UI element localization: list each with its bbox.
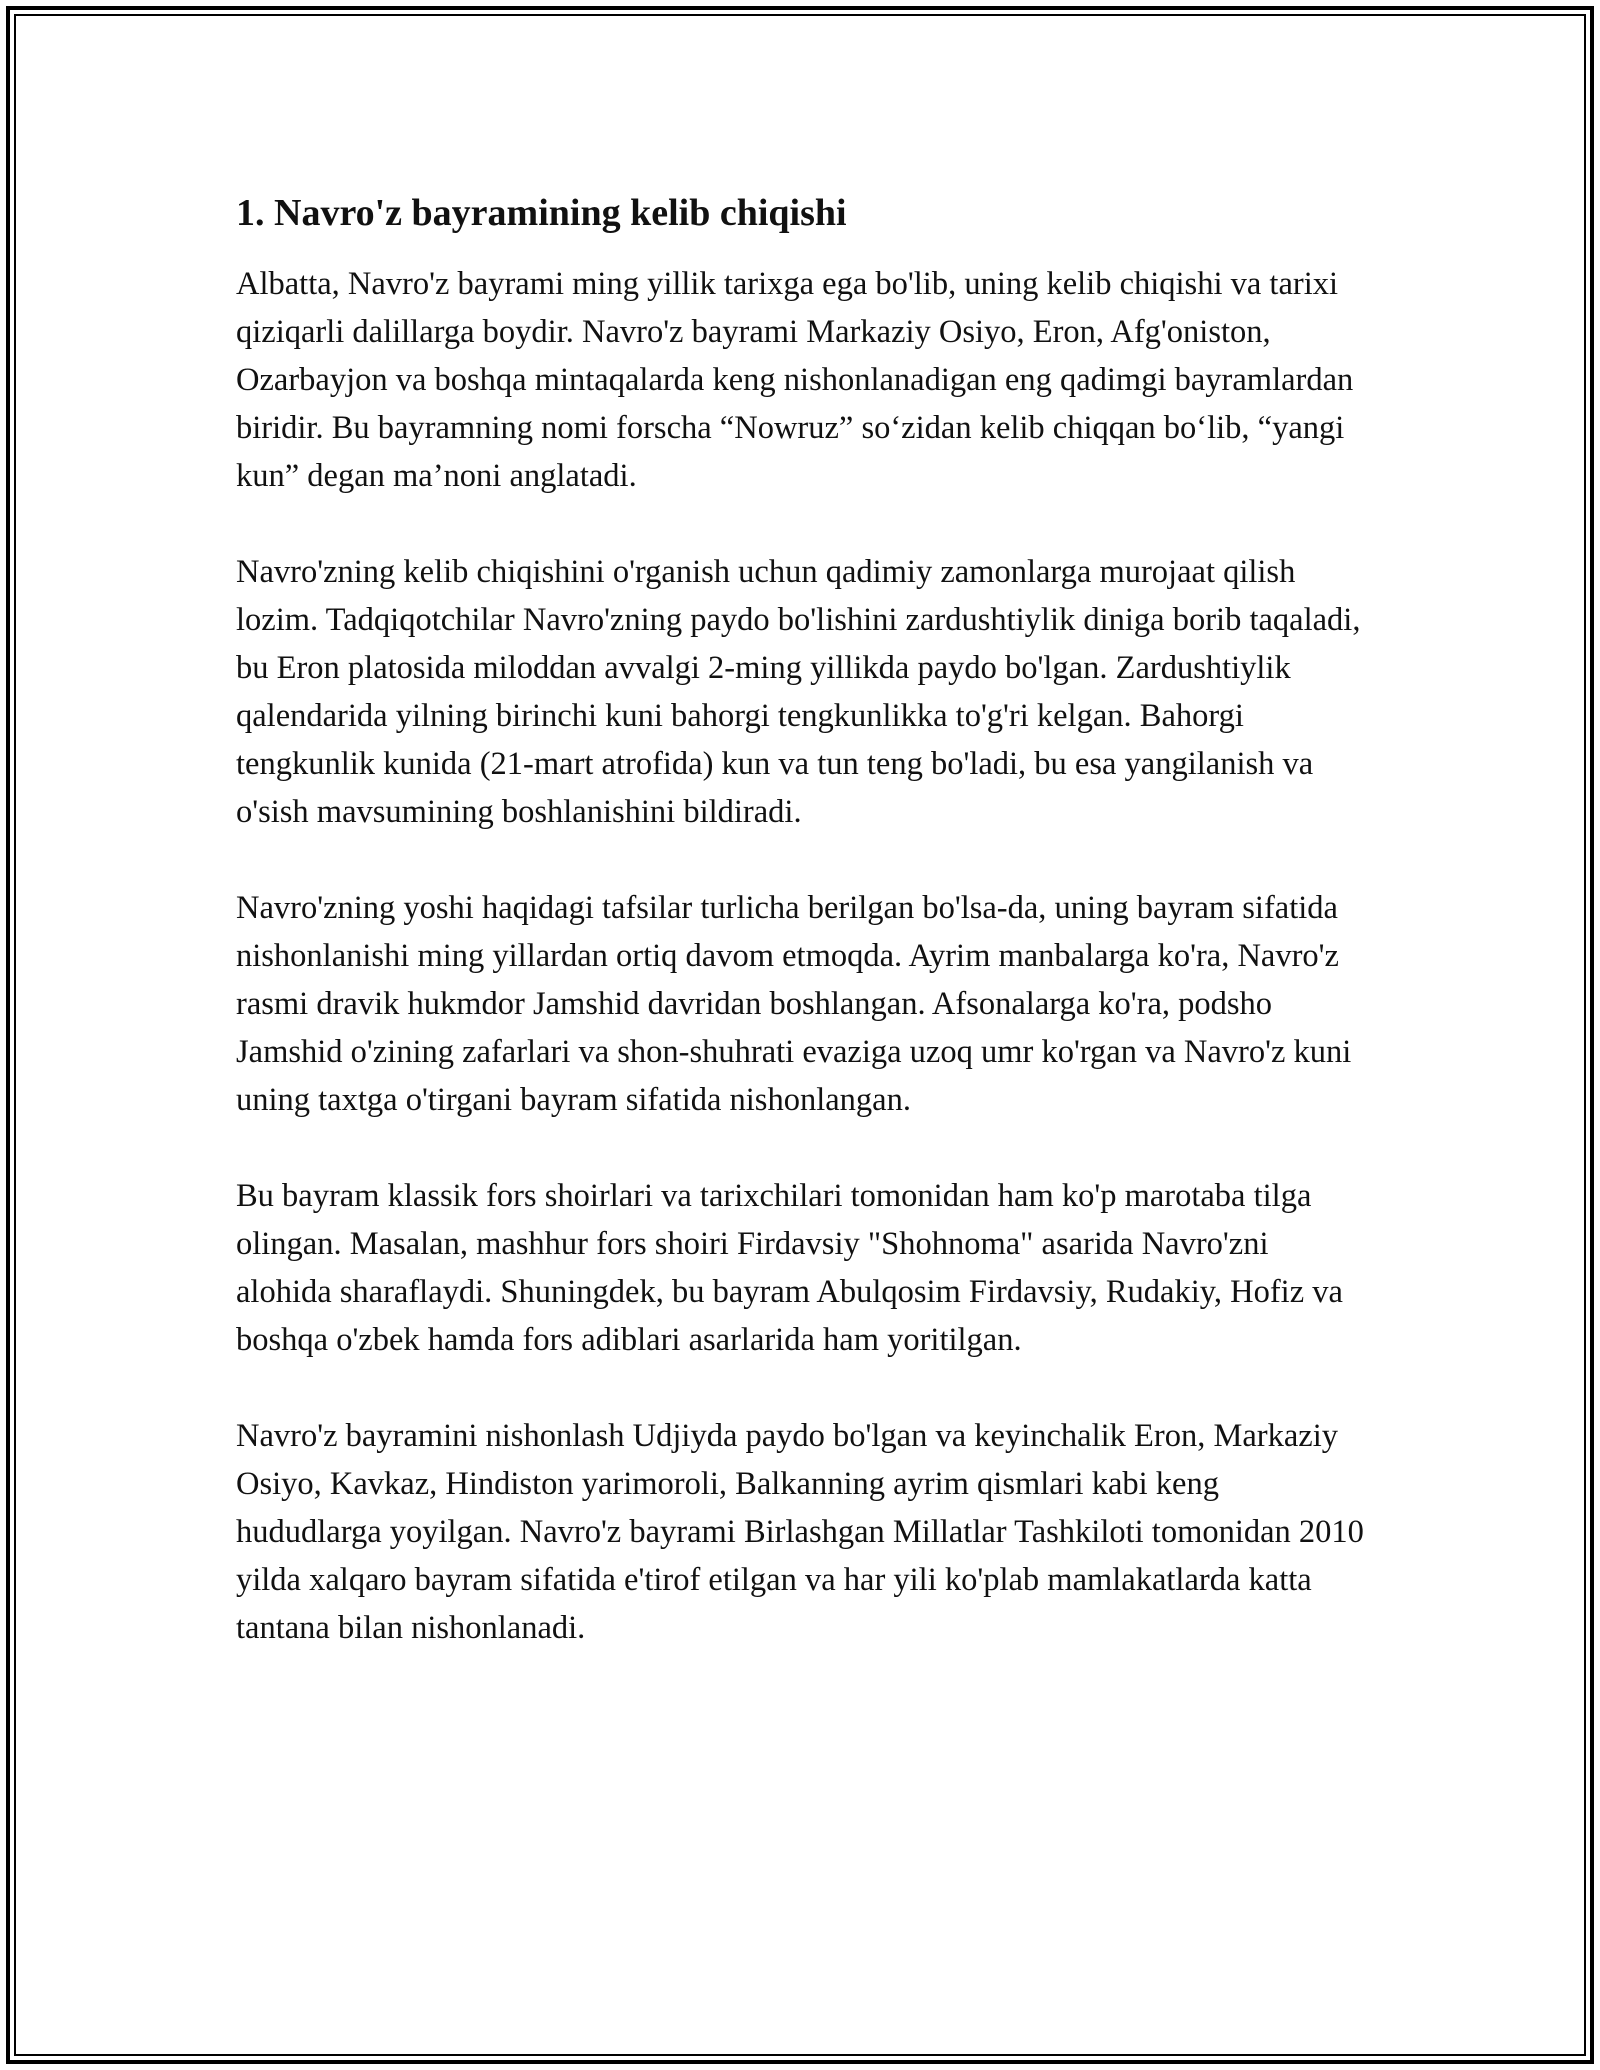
- paragraph-origin-overview: Albatta, Navro'z bayrami ming yillik tarixga ega bo'lib, uning kelib chiqishi va tarixi qiziqarli dalillarga boydir. Navro'z bayrami Markaziy Osiyo, Eron, Afg'oniston, Ozarbayjon va boshqa mintaqalarda keng nishonlanadigan eng qadimgi bayramlardan biridir. Bu bayramning nomi forscha “Nowruz” so‘zidan kelib chiqqan bo‘lib, “yangi kun” degan ma’noni anglatadi.: [236, 266, 1354, 494]
- paragraph-jamshid-legend: Navro'zning yoshi haqidagi tafsilar turlicha berilgan bo'lsa-da, uning bayram sifatida nishonlanishi ming yillardan ortiq davom etmoqda. Ayrim manbalarga ko'ra, Navro'z rasmi dravik hukmdor Jamshid davridan boshlangan. Afsonalarga ko'ra, podsho Jamshid o'zining zafarlari va shon-shuhrati evaziga uzoq umr ko'rgan va Navro'z kuni uning taxtga o'tirgani bayram sifatida nishonlangan.: [236, 890, 1352, 1118]
- document-body: [236, 188, 1366, 1652]
- paragraph-poets-mentions: Bu bayram klassik fors shoirlari va tarixchilari tomonidan ham ko'p marotaba tilga olingan. Masalan, mashhur fors shoiri Firdavsiy "Shohnoma" asarida Navro'zni alohida sharaflaydi. Shuningdek, bu bayram Abulqosim Firdavsiy, Rudakiy, Hofiz va boshqa o'zbek hamda fors adiblari asarlarida ham yoritilgan.: [236, 1178, 1343, 1358]
- paragraph-spread-and-recognition: Navro'z bayramini nishonlash Udjiyda paydo bo'lgan va keyinchalik Eron, Markaziy Osiyo, Kavkaz, Hindiston yarimoroli, Balkanning ayrim qismlari kabi keng hududlarga yoyilgan. Navro'z bayrami Birlashgan Millatlar Tashkiloti tomonidan 2010 yilda xalqaro bayram sifatida e'tirof etilgan va har yili ko'plab mamlakatlarda katta tantana bilan nishonlanadi.: [236, 1418, 1364, 1646]
- paragraph-zoroastrian-roots: Navro'zning kelib chiqishini o'rganish uchun qadimiy zamonlarga murojaat qilish lozim. Tadqiqotchilar Navro'zning paydo bo'lishini zardushtiylik diniga borib taqaladi, bu Eron platosida miloddan avvalgi 2-ming yillikda paydo bo'lgan. Zardushtiylik qalendarida yilning birinchi kuni bahorgi tengkunlikka to'g'ri kelgan. Bahorgi tengkunlik kunida (21-mart atrofida) kun va tun teng bo'ladi, bu esa yangilanish va o'sish mavsumining boshlanishini bildiradi.: [236, 554, 1361, 830]
- section-heading: 1. Navro'z bayramining kelib chiqishi: [236, 192, 847, 234]
